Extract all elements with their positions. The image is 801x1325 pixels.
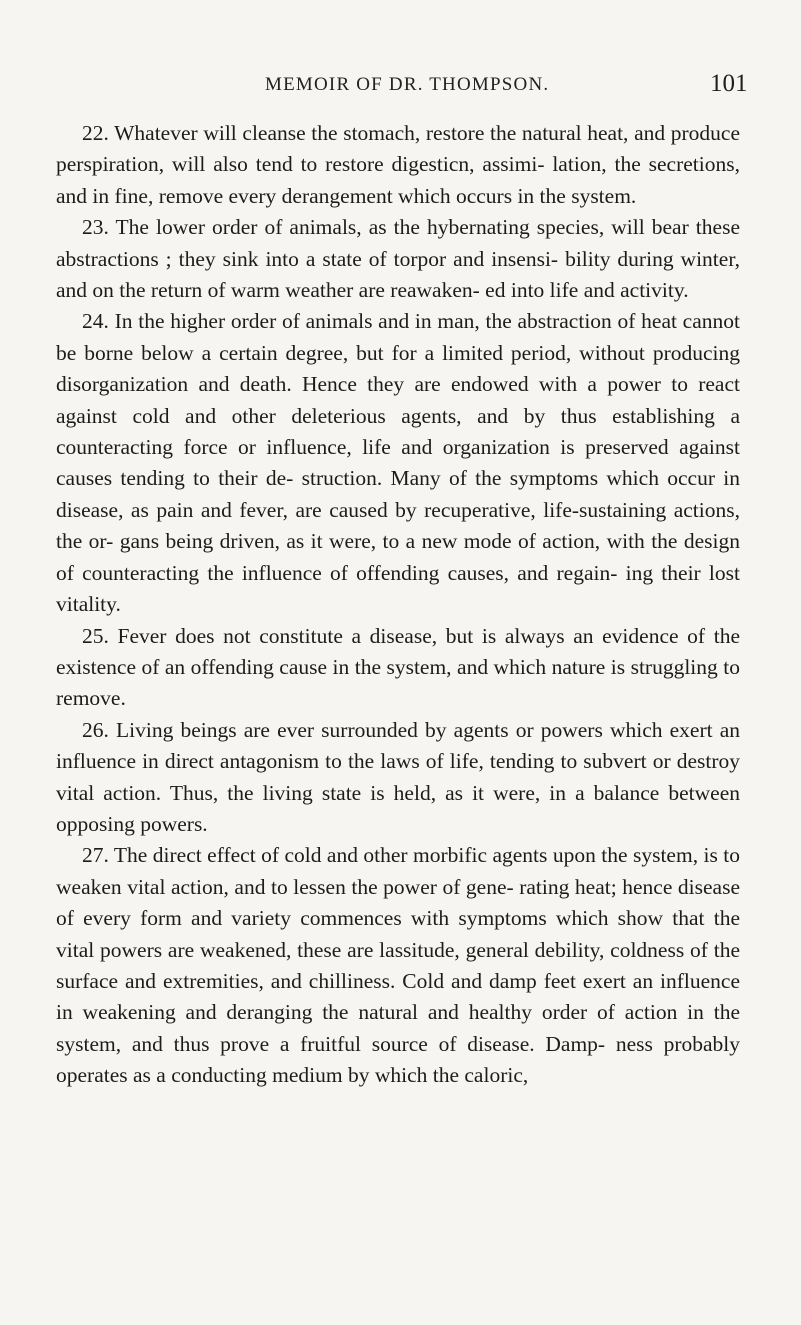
paragraph-25: 25. Fever does not constitute a disease, but is always an evidence of the existence of an offending cause in the system, and which nature is struggling to remove. bbox=[56, 623, 740, 711]
body-text bbox=[56, 118, 740, 1092]
paragraph-24: 24. In the higher order of animals and in man, the abstraction of heat cannot be borne below a certain degree, but for a limited period, without producing disorganization and death. Hence they are endowed with a power to react against cold and other deleterious agents, and by thus establishing a counteracting force or influence, life and organization is preserved against causes tending to their de- struction. Many of the symptoms which occur in disease, as pain and fever, are caused by recuperative, life-sustaining actions, the or- gans being driven, as it were, to a new mode of action, with the design of counteracting the influence of offending causes, and regain- ing their lost vitality. bbox=[56, 309, 740, 617]
page-number: 101 bbox=[710, 70, 748, 97]
paragraph-26: 26. Living beings are ever surrounded by agents or powers which exert an influence in direct antagonism to the laws of life, tending to subvert or destroy vital action. Thus, the living state is held, as it were, in a balance between opposing powers. bbox=[56, 717, 740, 836]
paragraph-27: 27. The direct effect of cold and other morbific agents upon the system, is to weaken vital action, and to lessen the power of gene- rating heat; hence disease of every form and variety commences with symptoms which show that the vital powers are weakened, these are lassitude, general debility, coldness of the surface and extremities, and chilliness. Cold and damp feet exert an influence in weakening and deranging the natural and healthy order of action in the system, and thus prove a fruitful source of disease. Damp- ness probably operates as a conducting medium by which the caloric, bbox=[56, 843, 740, 1088]
page-header bbox=[0, 72, 801, 102]
paragraph-23: 23. The lower order of animals, as the hybernating species, will bear these abstractions ; they sink into a state of torpor and insensi- bility during winter, and on the return of warm weather are reawaken- ed into life and activity. bbox=[56, 215, 740, 303]
paragraph-22: 22. Whatever will cleanse the stomach, restore the natural heat, and produce perspiration, will also tend to restore digesticn, assimi- lation, the secretions, and in fine, remove every derangement which occurs in the system. bbox=[56, 121, 740, 208]
running-head: MEMOIR OF DR. THOMPSON. bbox=[265, 74, 550, 95]
